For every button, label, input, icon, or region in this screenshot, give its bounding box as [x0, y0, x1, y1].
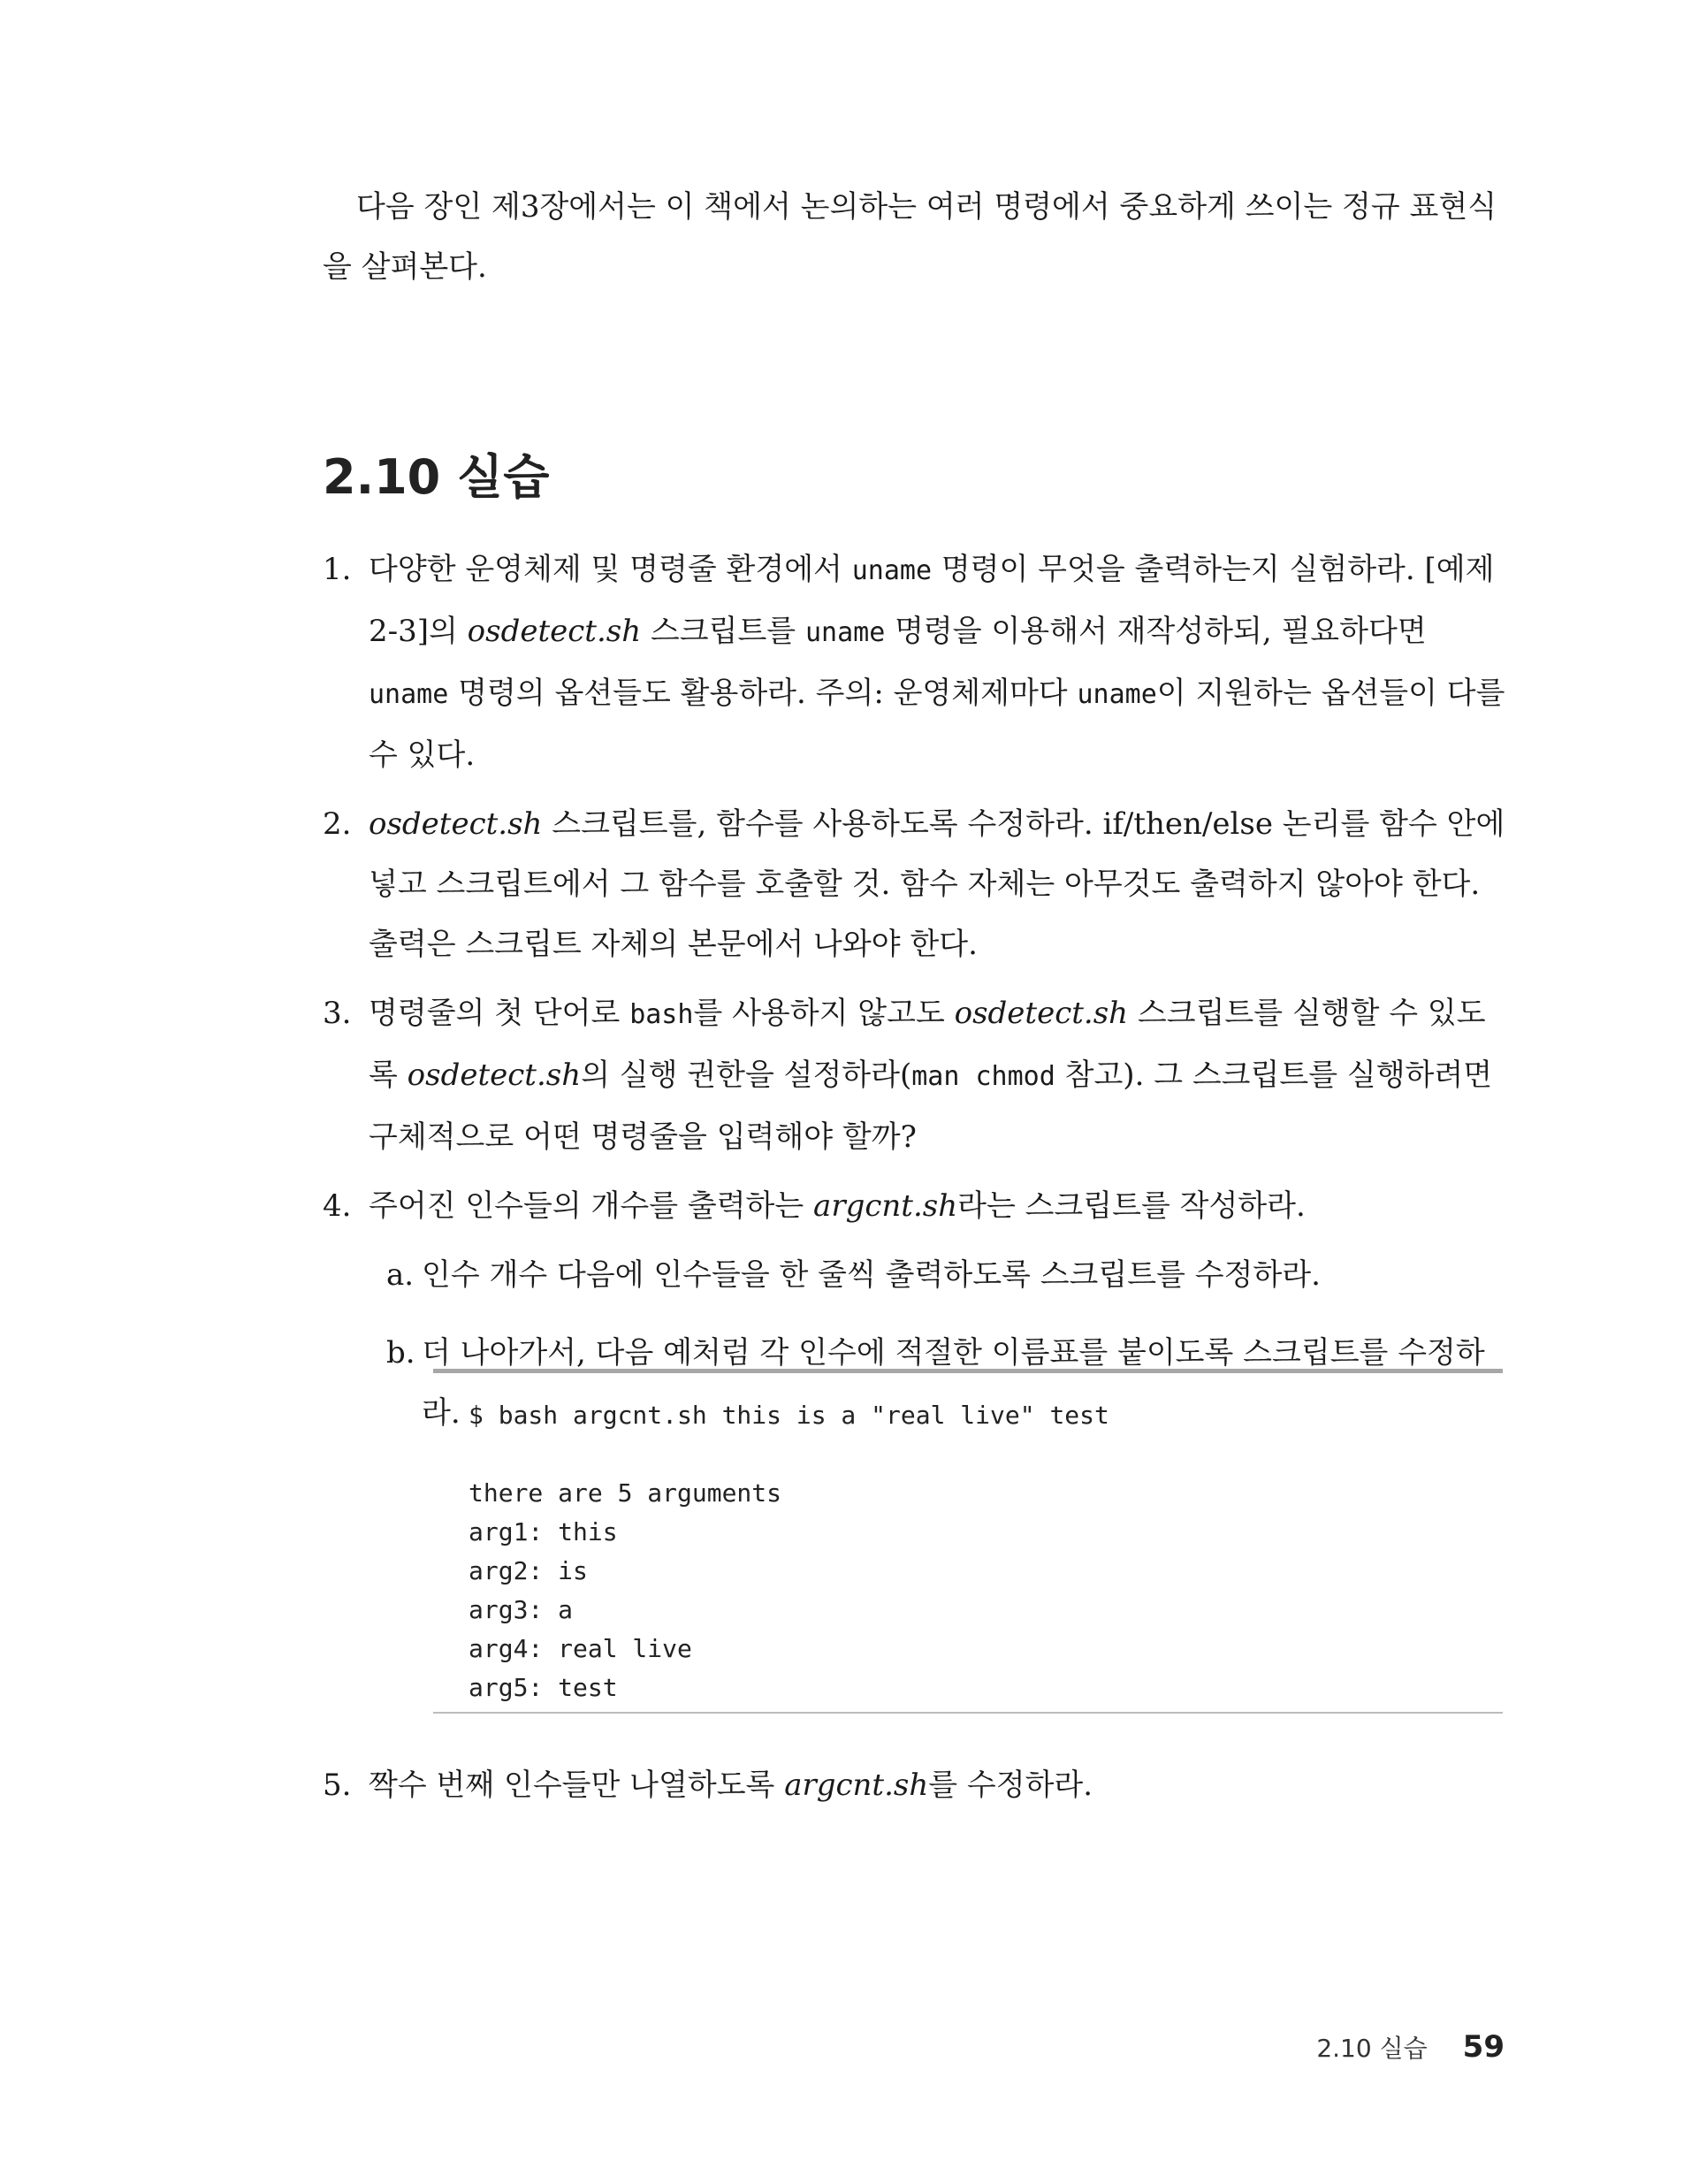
exercise-number: 3. [323, 996, 352, 1031]
inline-code: uname [804, 617, 886, 648]
exercise-number: 4. [323, 1188, 352, 1224]
filename: osdetect.sh [369, 806, 543, 842]
text-run: 명령줄의 첫 단어로 [369, 996, 630, 1031]
exercise-number: 2. [323, 806, 352, 842]
filename: osdetect.sh [467, 614, 642, 649]
exercise-text [369, 1176, 1507, 1236]
exercise-text [369, 1755, 1507, 1815]
sub-text: 인수 개수 다음에 인수들을 한 줄씩 출력하도록 스크립트를 수정하라. [422, 1257, 1321, 1293]
exercise-text [369, 794, 1507, 974]
code-line: arg3: a [469, 1595, 574, 1624]
text-run: 다양한 운영체제 및 명령줄 환경에서 [369, 552, 852, 587]
text-run: 의 실행 권한을 설정하라( [581, 1058, 912, 1093]
sub-text: 더 나아가서, 다음 예처럼 각 인수에 적절한 이름표를 붙이도록 스크립트를 수정하라. [422, 1335, 1485, 1431]
text-run: 명령의 옵션들도 활용하라. 주의: 운영체제마다 [448, 676, 1078, 711]
exercise-number: 1. [323, 552, 352, 587]
text-run: 참고). 그 스크립트를 실행하려면 구체적으로 어떤 명령줄을 입력해야 할까? [369, 1058, 1493, 1155]
inline-code: uname [369, 679, 449, 710]
filename: argcnt.sh [813, 1188, 958, 1224]
code-line: there are 5 arguments [469, 1478, 782, 1508]
page-number: 59 [1462, 2029, 1505, 2065]
page-footer [1316, 2029, 1505, 2065]
exercise-4 [323, 1176, 1507, 1236]
inline-code: uname [851, 555, 933, 586]
exercise-text [369, 539, 1507, 785]
inline-code: bash [629, 999, 694, 1030]
text-run: 짝수 번째 인수들만 나열하도록 [369, 1768, 785, 1803]
code-line: arg4: real live [469, 1634, 692, 1663]
text-run: 스크립트를 실행할 수 있도록 [369, 996, 1486, 1093]
code-line: arg5: test [469, 1673, 618, 1702]
inline-code: uname [1077, 679, 1157, 710]
text-run: 이 지원하는 옵션들이 다를 수 있다. [369, 676, 1505, 773]
exercise-5 [323, 1755, 1507, 1815]
exercise-2 [323, 794, 1507, 974]
text-run: 를 사용하지 않고도 [693, 996, 955, 1031]
intro-paragraph: 다음 장인 제3장에서는 이 책에서 논의하는 여러 명령에서 중요하게 쓰이는 정규 표현식을 살펴본다. [323, 189, 1497, 285]
exercise-list [323, 539, 1507, 1461]
code-line: $ bash argcnt.sh this is a "real live" test [469, 1401, 1109, 1430]
exercise-number: 5. [323, 1768, 352, 1803]
filename: osdetect.sh [954, 996, 1129, 1031]
code-line: arg1: this [469, 1517, 618, 1546]
exercise-text [369, 983, 1507, 1167]
text-run: 를 수정하라. [928, 1768, 1093, 1803]
text-run: 명령을 이용해서 재작성하되, 필요하다면 [885, 614, 1427, 649]
text-run: 주어진 인수들의 개수를 출력하는 [369, 1188, 814, 1224]
running-head: 2.10 실습 [1316, 2034, 1428, 2063]
exercise-1 [323, 539, 1507, 785]
text-run: 스크립트를 [641, 614, 805, 649]
code-line: arg2: is [469, 1556, 588, 1585]
code-line [469, 1435, 1467, 1474]
text-run: 스크립트를, 함수를 사용하도록 수정하라. if/then/else 논리를 함수 안에 넣고 스크립트에서 그 함수를 호출할 것. 함수 자체는 아무것도 출력하지 않아야 한다. 출력은 스크립트 자체의 본문에서 나와야 한다. [369, 806, 1505, 962]
filename: osdetect.sh [407, 1058, 582, 1093]
exercise-4a [386, 1245, 1507, 1305]
exercise-3 [323, 983, 1507, 1167]
inline-code: man chmod [911, 1061, 1055, 1092]
sub-letter: a. [386, 1257, 415, 1293]
text-run: 라는 스크립트를 작성하라. [957, 1188, 1306, 1224]
section-title: 2.10 실습 [323, 449, 550, 505]
text-run: 명령이 무엇을 출력하는지 실험하라. [예제 2-3]의 [369, 552, 1495, 649]
sub-letter: b. [386, 1335, 415, 1371]
code-example [433, 1369, 1503, 1714]
filename: argcnt.sh [784, 1768, 929, 1803]
